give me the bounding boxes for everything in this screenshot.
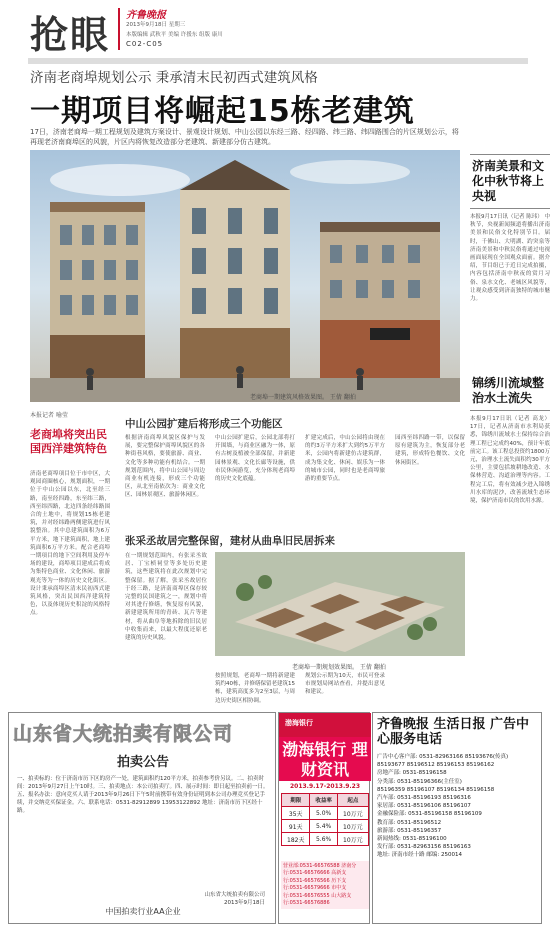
bank-ad-header [279, 713, 371, 737]
aerial-illustration [215, 552, 465, 656]
divider [470, 208, 550, 209]
hero-rendering-image [30, 150, 460, 402]
sidebar-body: 本报9月17日讯（记者 陈玮） 中秋节，央视新闻频道将播出济南美景和民俗文化特别节目。届时，千佛山、大明湖、趵突泉等济南美景和中秋民俗将通过电视画面展现在全国观众面前。据介绍，节目组已于近日完成拍摄，内容包括济南中秋夜的赏月习俗、泉水文化、老城区风貌等，让观众感受到济南独特的城市魅力。 [470, 214, 550, 303]
table-header: 收益率 [310, 794, 337, 807]
list-item: 汽车部: 0531-85196193 85196316 [377, 795, 471, 802]
table-row [282, 807, 369, 820]
list-item: 85193677 85196512 85196153 85196162 [377, 762, 495, 769]
bank-ad-period: 2013.9.17-2013.9.23 [289, 783, 361, 790]
editor-credits: 本版编辑 武秋平 美编 许援东 组版 康川 [126, 32, 223, 38]
byline: 本报记者 喻莹 [30, 412, 68, 419]
auction-ad [8, 712, 276, 924]
auction-company-name: 山东省大统拍卖有限公司 [13, 723, 234, 745]
column-text: 济南老商埠项目位于市中区，大观园商圈核心，规划面积，一期位于中山公园以东，北至经三路，南至经四路，东至纬三路，西至纬四路，北边四条经纬路围合的土地中，将规划15栋老建筑，并对经纬路两侧建筑进行风貌整治。其中总建筑面积为6万平方米，地下建筑面积，地上建筑面积6万平方米。配合老商埠一期项目的地下空间利用及停车场的建设，商埠项目建成后将成为集特色商业、文化休闲、旅游观光等为一体的历史文化街区。设计秉承商埠区清末民初西式建筑风格，突出民国西洋建筑特色，以及体现历史积淀的风格特点。 [30, 471, 110, 617]
column-text: 规划公示期为10天，市民可登录市规划局网站查看，并提出意见和建议。 [305, 673, 385, 696]
article-subhead: 济南老商埠规划公示 秉承清末民初西式建筑风格 [30, 70, 318, 86]
list-item: 教育部: 0531-85196512 [377, 819, 442, 826]
article-headline: 一期项目将崛起15栋老建筑 [30, 94, 415, 129]
sidebar-headline: 济南美景和文化中秋节将上央视 [472, 159, 545, 203]
column-text: 中山公园扩建后，公园北部将打开围墙，与商业区融为一体，原有古树及植被全部保留，并新建园林景观、文化长廊等设施，供市民休闲游览，充分体现老商埠的历史文化底蕴。 [215, 435, 295, 483]
table-header: 起点 [337, 794, 368, 807]
table-cell: 182天 [282, 833, 310, 846]
aerial-plan-image [215, 552, 465, 656]
column-text: 根据济南商埠风貌区保护与发展，要完整保护商埠风貌区的各种街巷风格，要使旅游、商业、文化等多种功能有机结合。一期规划范围内，将中山公园与周边商业有机连接，形成三个功能区，从北至南依次为：商业文化区、园林景观区、旅游休闲区。 [125, 435, 205, 499]
table-cell: 10万元 [337, 833, 368, 846]
table-cell: 5.6% [310, 833, 337, 846]
divider [470, 410, 550, 411]
auction-ad-signoff: 山东省大统拍卖有限公司 2013年9月18日 [204, 892, 265, 906]
sidebar-story-river [470, 376, 550, 505]
table-cell: 35天 [282, 807, 310, 820]
sidebar-headline: 锦绣川流域整治水土流失 [472, 376, 545, 405]
page-range: C02-C05 [126, 40, 164, 48]
bank-ad [278, 712, 370, 924]
auction-ad-body: 一、拍卖标的：位于济南市历下区的房产一处，建筑面积约120平方米，拍卖参考价另议。二、拍卖时间：2013年9月27日上午10时。三、拍卖地点：本公司拍卖厅。四、展示时间：即日起至拍卖前一日。五、报名办法：意向竞买人请于2013年9月26日下午5时前携带有效身份证明到本公司办理竞买登记手续，并交纳竞买保证金。六、联系电话：0531-82912899 13953122892 地址：济南市历下区经十路。 [17, 776, 269, 814]
list-item: 发行部: 0531-82963156 85196163 [377, 844, 471, 851]
service-ad-title: 齐鲁晚报 生活日报 广告中心服务电话 [377, 717, 530, 747]
bank-ad-title: 渤海银行 理财资讯 [279, 737, 371, 781]
list-item: 家居部: 0531-85196106 85196107 [377, 803, 471, 810]
table-cell: 5.4% [310, 820, 337, 833]
list-item: 广告中心客户部: 0531-82963166 85193676(传真) [377, 754, 509, 760]
table-row [282, 820, 369, 833]
auction-ad-footer: 中国拍卖行业AA企业 [105, 907, 181, 916]
issue-date: 2013年9月18日 星期三 [126, 22, 186, 28]
section-headline-residence: 张采丞故居完整保留，建材从曲阜旧民居拆来 [125, 535, 335, 547]
table-cell: 5.0% [310, 807, 337, 820]
list-item: 分类部: 0531-85196366(主任室) [377, 778, 462, 785]
bank-contacts: 营业部:0531-66576588 济南分行:0531-66576666 高新支行:0531-66576566 历下支行:0531-66579666 市中支行:0531-66576555 山大路支行:0531-66576886 [281, 861, 369, 909]
article-lead: 17日，济南老商埠一期工程规划及建筑方案设计、景观设计规划、中山公园以东经三路、经四路、纬三路、纬四路围合的片区规划公示，将再现老济南商埠区的风貌，片区内将恢复改造部分老建筑、新建部分仿古建筑。 [30, 128, 459, 146]
list-item: 85196359 85196107 85196134 85196158 [377, 786, 495, 793]
divider [470, 154, 550, 155]
service-ad [372, 712, 542, 924]
column-text: 按照规划，老商埠一期将新建建筑约40栋，并修缮保留老建筑15栋，建筑高度多为2至3层，与周边历史街区相协调。 [215, 673, 295, 704]
list-item: 旅游部: 0531-85196357 [377, 827, 442, 834]
section-headline-architecture: 老商埠将突出民国西洋建筑特色 [30, 428, 107, 455]
paper-logo: 齐鲁晚报 [126, 10, 166, 21]
section-headline-park: 中山公园扩建后将形成三个功能区 [125, 418, 283, 430]
service-phone-list [377, 753, 539, 860]
bank-rate-table [281, 793, 369, 846]
bank-logo: 渤海银行 [285, 719, 313, 727]
aerial-caption: 老商埠一期规划效果图。 王倩 翻拍 [292, 664, 386, 671]
masthead-rule [28, 58, 528, 64]
hero-caption: 老商埠一期建筑风格效果图。 王倩 翻拍 [250, 394, 356, 401]
table-header: 期限 [282, 794, 310, 807]
list-item: 金融保险部: 0531-85196158 85196109 [377, 811, 482, 818]
column-text: 扩建完成后，中山公园将由现在的约3万平方米扩大到约5万平方米，公园内将新建仿古建筑群，成为集文化、休闲、娱乐为一体的城市公园，同时也是老商埠旅游的重要节点。 [305, 435, 385, 483]
section-title: 抢眼 [30, 12, 111, 57]
auction-ad-title: 拍卖公告 [116, 755, 169, 770]
masthead-divider [118, 8, 120, 50]
column-text: 园西至纬四路一带，以保留原有建筑为主，恢复部分老建筑，形成特色餐饮、文化休闲街区。 [395, 435, 465, 466]
sidebar-body: 本报9月17日讯（记者 高龙） 17日，记者从济南市水利局获悉，锦绣川流域水土保持综合治理工程已完成约40%，预计年底前完工。该工程总投资约1800万元，治理水土流失面积约30平方公里，主要包括坡耕地改造、水保林营造、沟道治理等内容。工程完工后，将有效减少进入锦绣川水库的泥沙，改善流域生态环境，保护济南市民的饮用水源。 [470, 416, 550, 505]
table-cell: 91天 [282, 820, 310, 833]
list-item: 新闻热线: 0531-85196100 [377, 836, 447, 843]
masthead [0, 0, 550, 58]
list-item: 房地产部: 0531-85196158 [377, 770, 447, 777]
table-cell: 10万元 [337, 807, 368, 820]
column-text: 在一期规划范围内，有张采丞故居、丁宝桢祠堂等多处历史建筑，这些建筑将在此次规划中完整保留。据了解，张采丞故居位于经三路，是济南商埠区保存较完整的民国建筑之一，规划中将对其进行修缮，恢复原有风貌，新建建筑所用的青砖、瓦片等建材，将从曲阜等地拆除的旧民居中收集而来，以最大程度还原老建筑的历史风貌。 [125, 553, 207, 642]
street-scene-illustration [30, 150, 460, 402]
list-item: 地址: 济南市经十路 邮编: 250014 [377, 852, 462, 859]
table-cell: 10万元 [337, 820, 368, 833]
table-row [282, 833, 369, 846]
sidebar-story-midautumn [470, 150, 550, 303]
